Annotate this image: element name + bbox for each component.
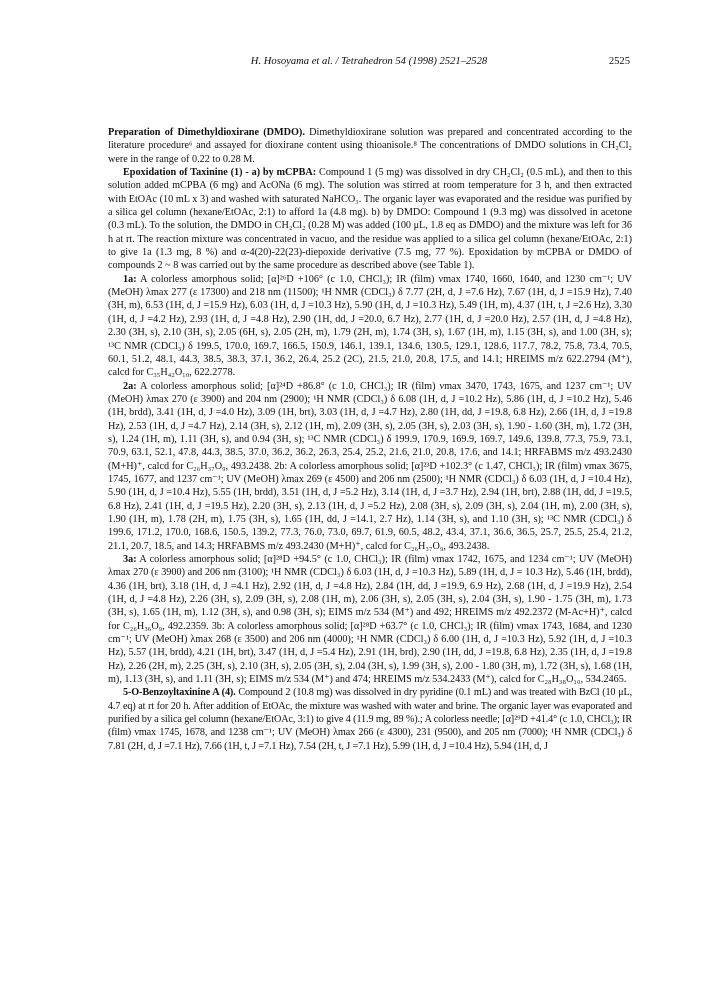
page-number: 2525	[608, 56, 630, 67]
paragraph-text: A colorless amorphous solid; [α]²⁸D +94.5° (c 1.0, CHCl₃); IR (film) νmax 1742, 1675, and 1234 cm⁻¹; UV (MeOH) λmax 270 (ε 3900) and 206 nm (3100); ¹H NMR (CDCl₃) δ 6.03 (1H, d, J =10.3 Hz), 5.89 (1H, d, J = 10.3 Hz), 5.46 (1H, brdd), 4.36 (1H, brt), 3.18 (1H, d, J =4.1 Hz), 2.92 (1H, d, J =4.8 Hz), 2.84 (1H, dd, J =19.9, 6.9 Hz), 2.68 (1H, d, J =19.9 Hz), 2.54 (1H, d, J =4.8 Hz), 2.26 (3H, s), 2.09 (3H, s), 2.08 (1H, m), 2.06 (3H, s), 2.05 (3H, s), 2.04 (3H, s), 1.90 - 1.75 (3H, m), 1.73 (3H, s), 1.65 (1H, m), 1.12 (3H, s), and 0.98 (3H, s); EIMS m/z 534 (M⁺) and 492; HREIMS m/z 492.2372 (M-Ac+H)⁺, calcd for C₂₆H₃₆O₉, 492.2359. 3b: A colorless amorphous solid; [α]²⁸D +63.7° (c 1.0, CHCl₃); IR (film) νmax 1743, 1684, and 1230 cm⁻¹; UV (MeOH) λmax 268 (ε 3500) and 206 nm (4000); ¹H NMR (CDCl₃) δ 6.00 (1H, d, J =10.3 Hz), 5.92 (1H, d, J =10.3 Hz), 5.57 (1H, brdd), 4.21 (1H, brt), 3.47 (1H, d, J =5.4 Hz), 2.91 (1H, brd), 2.90 (1H, dd, J =19.8, 6.8 Hz), 2.35 (1H, d, J =19.8 Hz), 2.26 (2H, m), 2.25 (3H, s), 2.10 (3H, s), 2.05 (3H, s), 2.04 (3H, s), 1.99 (3H, s), 2.00 - 1.80 (3H, m), 1.72 (3H, s), 1.68 (1H, m), 1.13 (3H, s), and 1.11 (3H, s); EIMS m/z 534 (M⁺) and 474; HREIMS m/z 534.2433 (M⁺), calcd for C₂₈H₃₈O₁₀, 534.2465.	[108, 554, 632, 686]
paragraph-heading: Epoxidation of Taxinine (1) - a) by mCPBA:	[123, 167, 317, 179]
paragraph-text: Dimethyldioxirane solution was prepared and concentrated according to the literature procedure⁶ and assayed for dioxirane content using thioanisole.⁸ The concentrations of DMDO solutions in CH₂Cl₂ were in the range of 0.22 to 0.28 M.	[108, 127, 632, 165]
paragraph-epoxidation-taxinine	[108, 166, 632, 273]
journal-citation: H. Hosoyama et al. / Tetrahedron 54 (1998) 2521–2528	[250, 56, 488, 67]
paragraph-compound-3a-3b	[108, 553, 632, 686]
paragraph-heading: 2a:	[123, 380, 137, 392]
paragraph-text: Compound 1 (5 mg) was dissolved in dry CH₂Cl₂ (0.5 mL), and then to this solution added mCPBA (6 mg) and AcONa (6 mg). The solution was stirred at room temperature for 3 h, and then extracted with EtOAc (10 mL x 3) and washed with saturated NaHCO₃. The organic layer was evaporated and the residue was purified by a silica gel column (hexane/EtOAc, 2:1) to afford 1a (4.8 mg). b) by DMDO: Compound 1 (9.3 mg) was dissolved in acetone (0.3 mL). To the solution, the DMDO in CH₂Cl₂ (0.28 M) was added (100 μL, 1.8 eq as DMDO) and the mixture was left for 36 h at rt. The reaction mixture was concentrated in vacuo, and the residue was applied to a silica gel column (hexane/EtOAc, 2:1) to give 1a (1.3 mg, 8 %) and α-4(20)-22(23)-diepoxide derivative (7.5 mg, 77 %). Epoxidation by mCPBA or DMDO of compounds 2 ~ 8 was carried out by the same procedure as described above (see Table 1).	[108, 167, 633, 272]
paragraph-heading: 5-O-Benzoyltaxinine A (4).	[123, 687, 236, 699]
paragraph-dmdo-preparation	[108, 126, 632, 166]
paragraph-compound-1a	[108, 273, 632, 380]
article-body	[108, 126, 632, 753]
paragraph-heading: 3a:	[123, 554, 137, 565]
paragraph-text: A colorless amorphous solid; [α]²⁴D +86.8° (c 1.0, CHCl₃); IR (film) νmax 3470, 1743, 1675, and 1237 cm⁻¹; UV (MeOH) λmax 270 (ε 3900) and 204 nm (2900); ¹H NMR (CDCl₃) δ 6.08 (1H, d, J =10.2 Hz), 5.86 (1H, d, J =10.2 Hz), 5.46 (1H, brdd), 3.41 (1H, d, J =4.0 Hz), 3.09 (1H, brt), 3.03 (1H, d, J =4.7 Hz), 2.80 (1H, dd, J =19.8, 6.8 Hz), 2.66 (1H, d, J =19.8 Hz), 2.53 (1H, d, J =4.7 Hz), 2.14 (3H, s), 2.12 (1H, m), 2.09 (3H, s), 2.05 (3H, s), 2.03 (3H, s), 1.90 - 1.60 (3H, m), 1.72 (3H, s), 1.24 (1H, m), 1.11 (3H, s), and 0.94 (3H, s); ¹³C NMR (CDCl₃) δ 199.9, 170.9, 169.9, 169.7, 149.6, 139.8, 77.3, 75.9, 73.1, 70.9, 63.1, 52.1, 47.8, 44.3, 38.5, 37.0, 36.2, 36.2, 26.3, 25.4, 25.2, 21.6, 21.0, 20.8, 17.6, and 14.1; HRFABMS m/z 493.2430 (M+H)⁺, calcd for C₂₆H₃₇O₉, 493.2438. 2b: A colorless amorphous solid; [α]²³D +102.3° (c 1.47, CHCl₃); IR (film) νmax 3675, 1745, 1677, and 1237 cm⁻¹; UV (MeOH) λmax 269 (ε 4500) and 206 nm (2500); ¹H NMR (CDCl₃) δ 6.03 (1H, d, J =10.4 Hz), 5.90 (1H, d, J =10.4 Hz), 5.55 (1H, brdd), 3.51 (1H, d, J =5.2 Hz), 3.14 (1H, d, J =3.7 Hz), 2.94 (1H, brt), 2.88 (1H, dd, J =19.5, 6.8 Hz), 2.41 (1H, d, J =19.5 Hz), 2.20 (3H, s), 2.13 (1H, d, J =5.2 Hz), 2.08 (3H, s), 2.09 (3H, s), 2.04 (1H, m), 2.00 (3H, s), 1.90 (1H, m), 1.78 (2H, m), 1.75 (3H, s), 1.65 (1H, dd, J =14.1, 2.7 Hz), 1.14 (3H, s), and 1.10 (3H, s); ¹³C NMR (CDCl₃) δ 199.6, 171.2, 170.0, 168.6, 150.5, 139.2, 77.3, 76.0, 73.0, 69.7, 61.9, 60.5, 48.2, 43.4, 37.1, 36.6, 36.5, 25.7, 25.5, 25.4, 21.2, 21.1, 20.7, 18.5, and 14.3; HRFABMS m/z 493.2430 (M+H)⁺, calcd for C₂₆H₃₇O₉, 493.2438.	[108, 380, 632, 552]
paragraph-compound-2a-2b	[108, 380, 632, 553]
paragraph-heading: Preparation of Dimethyldioxirane (DMDO).	[108, 127, 305, 138]
running-header	[108, 56, 630, 72]
paragraph-benzoyltaxinine	[108, 686, 632, 753]
paragraph-text: Compound 2 (10.8 mg) was dissolved in dry pyridine (0.1 mL) and was treated with BzCl (10 μL, 4.7 eq) at rt for 20 h. After addition of EtOAc, the mixture was washed with water and brine. The organic layer was evaporated and purified by a silica gel column (hexane/EtOAc, 3:1) to give 4 (11.9 mg, 89 %).; A colorless needle; [α]²⁹D +41.4° (c 1.0, CHCl₃); IR (film) νmax 1745, 1678, and 1238 cm⁻¹; UV (MeOH) λmax 266 (ε 4300), 231 (9500), and 205 nm (7000); ¹H NMR (CDCl₃) δ 7.81 (2H, d, J =7.1 Hz), 7.66 (1H, t, J =7.1 Hz), 7.54 (2H, t, J =7.1 Hz), 5.99 (1H, d, J =10.4 Hz), 5.94 (1H, d, J	[108, 687, 632, 752]
paragraph-heading: 1a:	[123, 273, 137, 285]
paragraph-text: A colorless amorphous solid; [α]²⁶D +106° (c 1.0, CHCl₃); IR (film) νmax 1740, 1660, 1640, and 1230 cm⁻¹; UV (MeOH) λmax 277 (ε 17300) and 218 nm (11500); ¹H NMR (CDCl₃) δ 7.77 (2H, d, J =7.6 Hz), 7.67 (1H, d, J =15.9 Hz), 7.40 (3H, m), 6.53 (1H, d, J =15.9 Hz), 6.03 (1H, d, J =10.3 Hz), 5.90 (1H, d, J =10.3 Hz), 5.49 (1H, m), 4.37 (1H, t, J =2.6 Hz), 3.30 (1H, d, J =4.2 Hz), 2.93 (1H, d, J =4.8 Hz), 2.90 (1H, dd, J =20.0, 6.7 Hz), 2.77 (1H, d, J =20.0 Hz), 2.57 (1H, d, J =4.8 Hz), 2.30 (3H, s), 2.10 (3H, s), 2.05 (6H, s), 2.05 (2H, m), 1.79 (2H, m), 1.74 (3H, s), 1.67 (1H, m), 1.15 (3H, s), and 1.00 (3H, s); ¹³C NMR (CDCl₃) δ 199.5, 170.0, 169.7, 166.5, 150.9, 146.1, 139.1, 134.6, 130.5, 129.1, 128.6, 117.7, 78.2, 75.8, 73.4, 70.5, 60.1, 51.2, 48.1, 44.3, 38.5, 38.3, 37.1, 36.2, 26.4, 25.2 (2C), 21.5, 21.0, 20.8, 17.5, and 14.1; HREIMS m/z 622.2794 (M⁺), calcd for C₃₅H₄₂O₁₀, 622.2778.	[108, 273, 632, 379]
